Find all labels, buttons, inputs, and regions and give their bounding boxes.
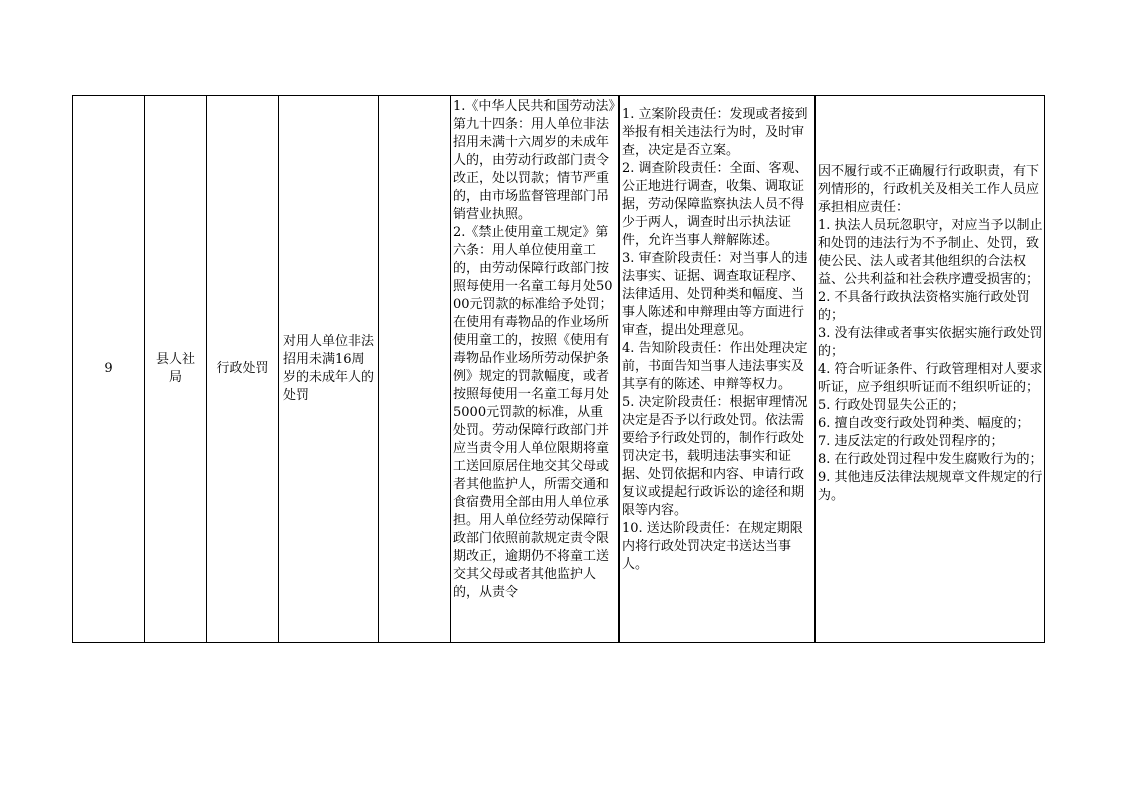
row-index: 9 bbox=[104, 361, 113, 376]
legal-basis-cell bbox=[451, 96, 619, 642]
index-cell bbox=[73, 96, 145, 642]
power-type: 行政处罚 bbox=[216, 361, 269, 376]
responsibility-cell bbox=[619, 96, 815, 642]
liability-cell bbox=[815, 96, 1045, 642]
power-list-table bbox=[72, 95, 1045, 643]
department-name: 县人社局 bbox=[155, 352, 195, 385]
department-cell bbox=[145, 96, 207, 642]
power-type-cell bbox=[207, 96, 279, 642]
item-name: 对用人单位非法招用未满16周岁的未成年人的处罚 bbox=[283, 334, 375, 403]
sub-item-cell bbox=[379, 96, 451, 642]
liability-text: 因不履行或不正确履行行政职责，有下列情形的，行政机关及相关工作人员应承担相应责任： 1. 执法人员玩忽职守，对应当予以制止和处罚的违法行为不予制止、处罚，致使公民、法人或者其他组织的合法权益、公共利益和社会秩序遭受损害的； 2. 不具备行政执法资格实施行政处罚的； 3. 没有法律或者事实依据实施行政处罚的； 4. 符合听证条件、行政管理相对人要求听证，应予组织听证而不组织听证的； 5. 行政处罚显失公正的； 6. 擅自改变行政处罚种类、幅度的； 7. 违反法定的行政处罚程序的； 8. 在行政处罚过程中发生腐败行为的； 9. 其他违反法律法规规章文件规定的行为。 bbox=[818, 164, 1043, 503]
responsibility-stages-text: 1. 立案阶段责任：发现或者接到举报有相关违法行为时，及时审查，决定是否立案。 2. 调查阶段责任：全面、客观、公正地进行调查，收集、调取证据，劳动保障监察执法人员不得少于两人，调查时出示执法证件，允许当事人辩解陈述。 3. 审查阶段责任：对当事人的违法事实、证据、调查取证程序、法律适用、处罚种类和幅度、当事人陈述和申辩理由等方面进行审查，提出处理意见。 4. 告知阶段责任：作出处理决定前，书面告知当事人违法事实及其享有的陈述、申辩等权力。 5. 决定阶段责任：根据审理情况决定是否予以行政处罚。依法需要给予行政处罚的，制作行政处罚决定书，载明违法事实和证据、处罚依据和内容、申请行政复议或提起行政诉讼的途径和期限等内容。 10. 送达阶段责任：在规定期限内将行政处罚决定书送达当事人。 bbox=[622, 107, 808, 572]
legal-basis-text: 1.《中华人民共和国劳动法》第九十四条：用人单位非法招用未满十六周岁的未成年人的，由劳动行政部门责令改正，处以罚款；情节严重的，由市场监督管理部门吊销营业执照。 2.《禁止使用童工规定》第六条：用人单位使用童工的，由劳动保障行政部门按照每使用一名童工每月处5000元罚款的标准给予处罚；在使用有毒物品的作业场所使用童工的，按照《使用有毒物品作业场所劳动保护条例》规定的罚款幅度，或者按照每使用一名童工每月处5000元罚款的标准，从重处罚。劳动保障行政部门并应当责令用人单位限期将童工送回原居住地交其父母或者其他监护人，所需交通和食宿费用全部由用人单位承担。用人单位经劳动保障行政部门依照前款规定责令限期改正，逾期仍不将童工送交其父母或者其他监护人的，从责令 bbox=[453, 99, 615, 600]
item-name-cell bbox=[279, 96, 379, 642]
sub-item bbox=[379, 96, 450, 642]
